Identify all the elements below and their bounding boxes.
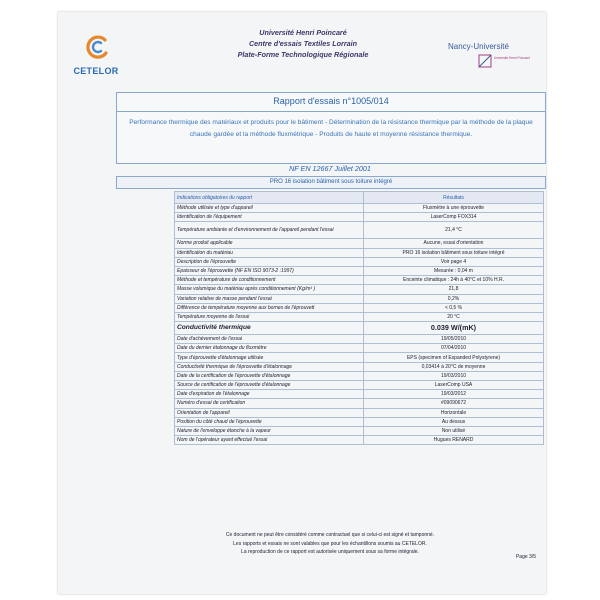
report-page	[58, 12, 546, 594]
row-label: Conductivité thermique	[175, 322, 364, 335]
row-label: Norme produit applicable	[175, 239, 364, 248]
row-value: 0.039 W/(mK)	[364, 322, 544, 335]
table-row	[175, 381, 544, 390]
table-row	[175, 362, 544, 371]
row-label: Date d'expiration de l'étalonnage	[175, 390, 364, 399]
table-row	[175, 335, 544, 344]
footer-line-2: Les rapports et essais ne sont valables que pour les échantillons soumis au CETELOR.	[233, 540, 427, 547]
row-value: Enceinte climatique : 24h à 40°C et 10% H.R.	[364, 276, 544, 285]
table-row	[175, 266, 544, 275]
table-row	[175, 239, 544, 248]
row-value: 19/03/2012	[364, 390, 544, 399]
table-row	[175, 303, 544, 312]
row-label: Date du dernier étalonnage du fluxmètre	[175, 344, 364, 353]
product-name: PRO 16 isolation bâtiment sous toiture intégré	[116, 176, 546, 189]
row-label: Description de l'éprouvette	[175, 257, 364, 266]
table-row	[175, 213, 544, 222]
table-row	[175, 248, 544, 257]
row-label: Température ambiante et d'environnement de l'appareil pendant l'essai	[175, 222, 364, 239]
row-value: PRO 16 isolation bâtiment sous toiture intégré	[364, 248, 544, 257]
row-label: Méthode et température de conditionnement	[175, 276, 364, 285]
centre-name: Centre d'essais Textiles Lorrain	[248, 39, 358, 48]
cetelor-logo	[66, 34, 126, 86]
row-value: 0,2%	[364, 294, 544, 303]
table-row	[175, 353, 544, 362]
table-row	[175, 436, 544, 445]
table-row	[175, 276, 544, 285]
row-value: 20 °C	[364, 312, 544, 321]
table-row	[175, 344, 544, 353]
title-divider	[117, 111, 545, 112]
row-value: LaserComp USA	[364, 381, 544, 390]
row-label: Date de la certification de l'éprouvette d'étalonnage	[175, 371, 364, 380]
row-label: Type d'éprouvette d'étalonnage utilisée	[175, 353, 364, 362]
row-value: #09090672	[364, 399, 544, 408]
footer-line-1: Ce document ne peut être considéré comme contractuel que si celui-ci est signé et tamponné.	[225, 532, 435, 538]
row-value: Au dessus	[364, 417, 544, 426]
table-row	[175, 312, 544, 321]
report-title-box	[116, 92, 546, 164]
row-label: Source de certification de l'éprouvette d'étalonnage	[175, 381, 364, 390]
row-value: Horizontale	[364, 408, 544, 417]
header-block	[178, 27, 428, 60]
nancy-universite-text: Nancy-Université	[448, 42, 509, 51]
table-row	[175, 417, 544, 426]
results-table	[174, 191, 544, 445]
header-value: Résultats	[364, 192, 544, 204]
row-value: 19/05/2010	[364, 335, 544, 344]
report-description: Performance thermique des matériaux et produits pour le bâtiment - Détermination de la résistance thermique par la méthode de la plaque chaude gardée et la méthode fluxmétrique - Produits de haute et moyenne résistance thermique.	[129, 119, 533, 138]
table-row	[175, 222, 544, 239]
footer-notice	[116, 531, 544, 557]
page-number: Page 3/5	[515, 554, 536, 560]
row-value: Hugues RENARD	[364, 436, 544, 445]
row-value: 21,8	[364, 285, 544, 294]
row-label: Identification du matériau	[175, 248, 364, 257]
row-value: Voir page 4	[364, 257, 544, 266]
table-row	[175, 294, 544, 303]
row-label: Nature de l'enveloppe étanche à la vapeur	[175, 426, 364, 435]
standard-reference: NF EN 12667 Juillet 2001	[289, 164, 371, 173]
row-label: Différence de température moyenne aux bornes de l'éprouvett	[175, 303, 364, 312]
row-label: Epaisseur de l'éprouvette (NF EN ISO 9073-2 :1997)	[175, 266, 364, 275]
table-header-row	[175, 192, 544, 204]
row-label: Masse volumique du matériau après conditionnement (Kg/m³ )	[175, 285, 364, 294]
row-label: Identification de l'équipement	[175, 213, 364, 222]
row-value: EPS (specimen of Expanded Polystyrene)	[364, 353, 544, 362]
nancy-logo-subtext: Université Henri Poincaré	[494, 56, 531, 60]
row-value: < 0,5 %	[364, 303, 544, 312]
row-value: 19/03/2010	[364, 371, 544, 380]
table-row	[175, 390, 544, 399]
row-value: Fluxmètre à une éprouvette	[364, 204, 544, 213]
row-label: Variation relative de masse pendant l'essai	[175, 294, 364, 303]
row-label: Méthode utilisée et type d'appareil	[175, 204, 364, 213]
header-label: Indications obligatoires du rapport	[175, 192, 364, 204]
table-row	[175, 371, 544, 380]
table-row	[175, 322, 544, 335]
row-label: Nom de l'opérateur ayant effectué l'essai	[175, 436, 364, 445]
cetelor-logo-text: CETELOR	[73, 66, 119, 76]
footer-line-3: La reproduction de ce rapport est autorisée uniquement sous sa forme intégrale.	[241, 549, 419, 555]
table-row	[175, 408, 544, 417]
row-label: Orientation de l'appareil	[175, 408, 364, 417]
report-title: Rapport d'essais n°1005/014	[273, 96, 389, 106]
nancy-logo-icon	[478, 54, 492, 68]
row-label: Température moyenne de l'essai	[175, 312, 364, 321]
row-value: Aucune, essai d'orientation	[364, 239, 544, 248]
university-name: Université Henri Poincaré	[259, 28, 347, 37]
table-row	[175, 399, 544, 408]
row-label: Date d'achèvement de l'essai	[175, 335, 364, 344]
row-value: Mesurée : 0,04 m	[364, 266, 544, 275]
table-row	[175, 204, 544, 213]
row-label: Position du côté chaud de l'éprouvette	[175, 417, 364, 426]
row-label: Numéro d'essai de certification	[175, 399, 364, 408]
nancy-universite-logo	[448, 42, 540, 78]
cetelor-swirl-icon	[84, 34, 110, 60]
table-row	[175, 257, 544, 266]
row-value: 07/04/2010	[364, 344, 544, 353]
row-value: 21,4 °C	[364, 222, 544, 239]
row-label: Conductivité thermique de l'éprouvette d'étalonnage	[175, 362, 364, 371]
row-value: Non utilisé	[364, 426, 544, 435]
row-value: 0,03414 à 20°C de moyenne	[364, 362, 544, 371]
table-row	[175, 426, 544, 435]
table-row	[175, 285, 544, 294]
platform-name: Plate-Forme Technologique Régionale	[237, 50, 369, 59]
row-value: LaserComp FOX314	[364, 213, 544, 222]
